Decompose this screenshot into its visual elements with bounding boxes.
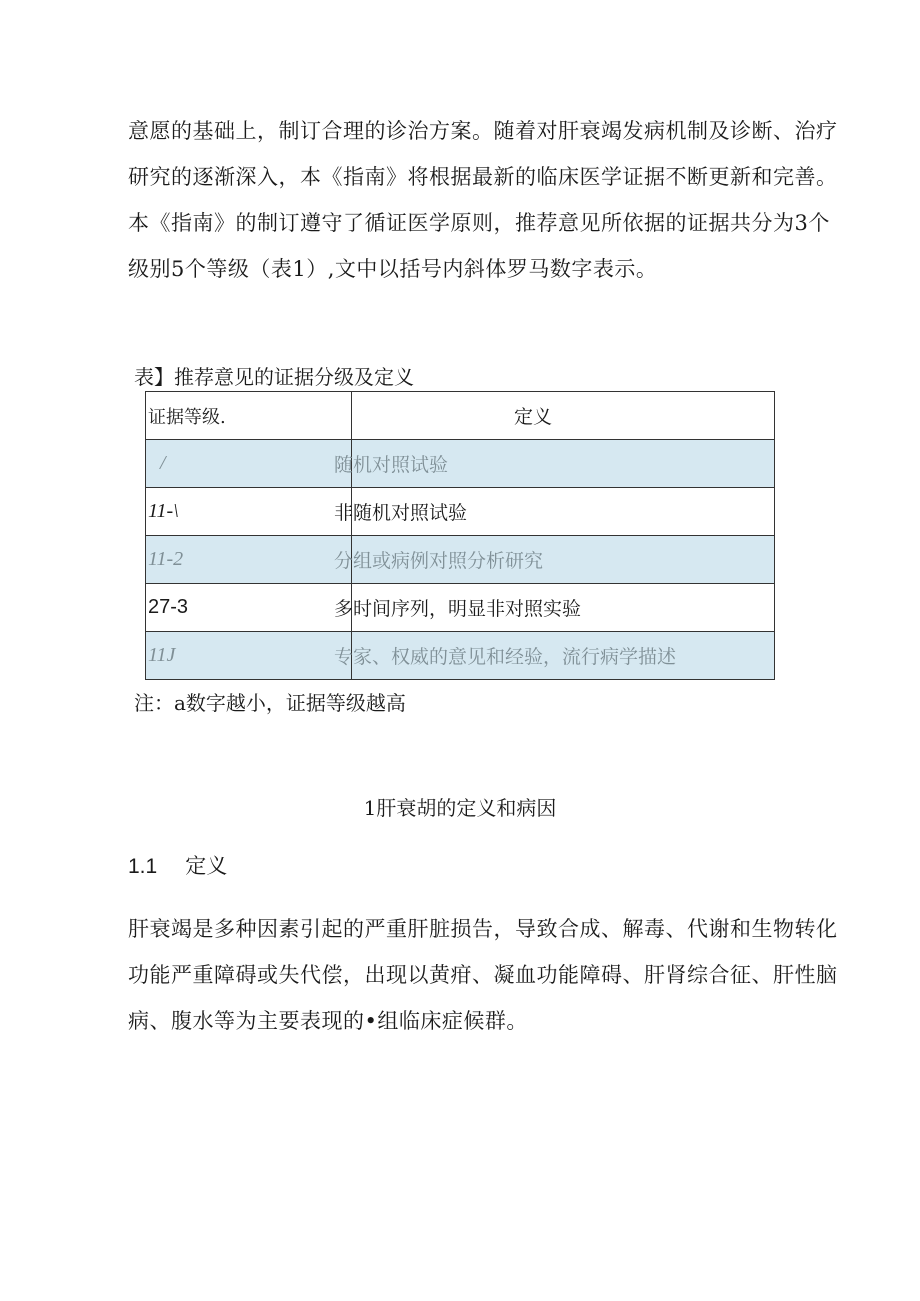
intro-line: 本《指南》的制订遵守了循证医学原则，推荐意见所依据的证据共分为3个 [128, 211, 830, 235]
definition-cell [334, 584, 775, 632]
definition-text: 专家、权威的意见和经验，流行病学描述 [334, 646, 677, 668]
table-row [146, 488, 775, 536]
table-caption: 表】推荐意见的证据分级及定义 [134, 365, 414, 389]
table-header-row [146, 392, 775, 440]
subsection-number: 1.1 [128, 855, 158, 878]
header-evidence-level: 证据等级. [146, 392, 352, 440]
evidence-level-cell: 11-\ [146, 488, 352, 536]
table-row [146, 584, 775, 632]
definition-text: 非随机对照试验 [334, 502, 468, 524]
evidence-table [145, 391, 775, 680]
table-row [146, 536, 775, 584]
subsection-title: 定义 [185, 854, 228, 878]
definition-cell [334, 632, 775, 680]
section-title: 1肝衰胡的定义和病因 [363, 796, 557, 820]
table-note: 注：a数字越小，证据等级越高 [134, 691, 406, 715]
definition-text: 随机对照试验 [334, 454, 449, 476]
table-row [146, 440, 775, 488]
definition-paragraph [128, 906, 838, 1044]
definition-cell [334, 440, 775, 488]
definition-line: 肝衰竭是多种因素引起的严重肝脏损告，导致合成、解毒、代谢和生物转化 [128, 917, 838, 941]
evidence-level-cell: 11-2 [146, 536, 352, 584]
intro-line: 意愿的基础上，制订合理的诊治方案。随着对肝衰竭发病机制及诊断、治疗 [128, 119, 838, 143]
header-definition: 定义 [352, 392, 775, 440]
intro-line: 研究的逐渐深入，本《指南》将根据最新的临床医学证据不断更新和完善。 [128, 165, 838, 189]
evidence-level-cell: 11J [146, 632, 352, 680]
subsection-heading [128, 852, 227, 881]
evidence-level-cell: 27-3 [146, 584, 352, 632]
definition-line: 功能严重障碍或失代偿，出现以黄疳、凝血功能障碍、肝肾综合征、肝性脑 [128, 963, 838, 987]
table-row [146, 632, 775, 680]
definition-line: 病、腹水等为主要表现的•组临床症候群。 [128, 1009, 528, 1033]
intro-paragraph [128, 108, 838, 292]
evidence-level-cell [146, 440, 352, 488]
definition-text: 分组或病例对照分析研究 [334, 550, 544, 572]
definition-cell [334, 536, 775, 584]
definition-text: 多时间序列，明显非对照实验 [334, 598, 582, 620]
intro-line: 级别5个等级（表1）,文中以括号内斜体罗马数字表示。 [128, 257, 658, 281]
definition-cell [334, 488, 775, 536]
evidence-level-text: / [160, 452, 166, 474]
